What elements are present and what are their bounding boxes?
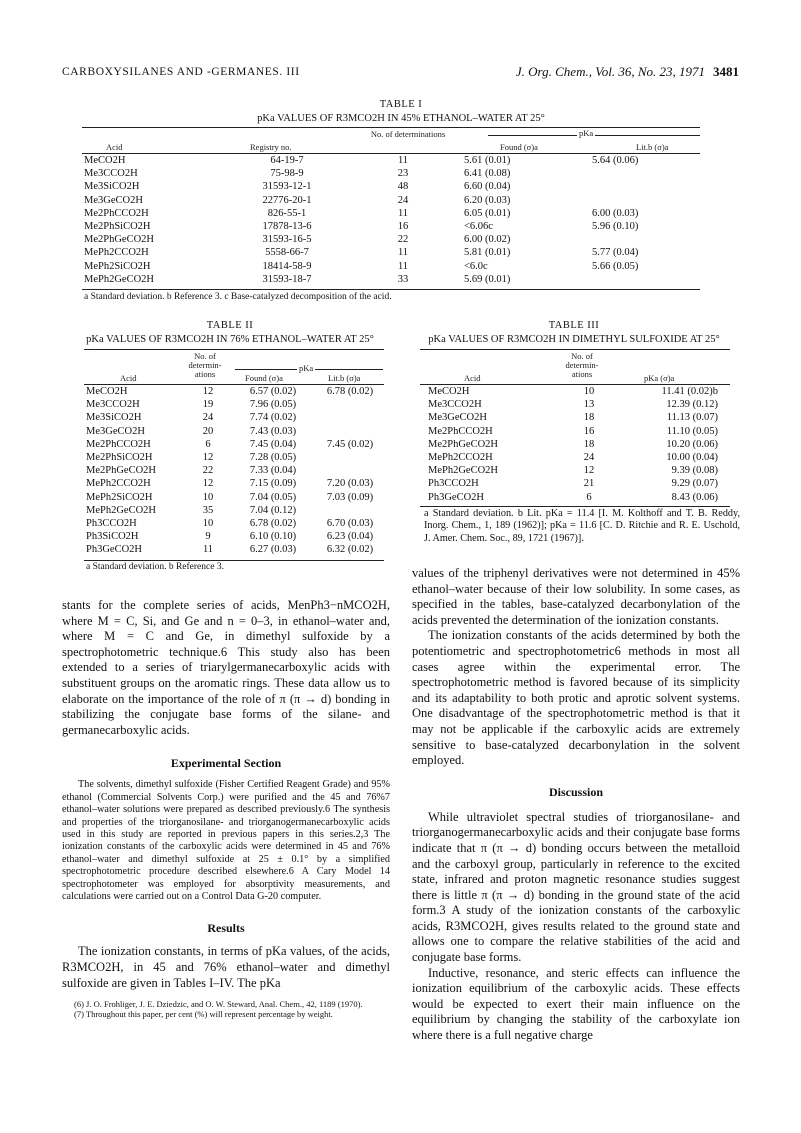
- found-cell: 6.27 (0.03): [249, 544, 297, 556]
- acid-cell: MeCO2H: [84, 155, 126, 167]
- lit-cell: 7.03 (0.09): [326, 491, 374, 503]
- acid-cell: Me2PhCCO2H: [84, 207, 149, 219]
- determinations-cell: 13: [583, 399, 595, 411]
- found-cell: 6.57 (0.02): [249, 386, 297, 398]
- table-row: [84, 194, 702, 207]
- determinations-cell: 12: [202, 478, 214, 490]
- table-row: [86, 398, 384, 411]
- registry-cell: 22776-20-1: [262, 194, 312, 206]
- lit-cell: [316, 425, 384, 438]
- lit-cell: [592, 167, 702, 180]
- table2-top-rule: [84, 349, 384, 350]
- table1-label: TABLE I: [379, 99, 423, 110]
- lit-cell: [316, 411, 384, 424]
- found-cell: 6.00 (0.02): [464, 234, 511, 246]
- t1-col-acid: Acid: [106, 142, 123, 152]
- right-paragraph-2: The ionization constants of the acids determined by both the potentiometric and spectrophotometric6 methods in most all cases agree within the experimental error. The spectrophotometric method is favored because of its simplicity and its adaptability to both protic and aprotic solvent systems. One disadvantage of the spectrophotometric method is that it may not be applicable if the carboxylic acids are extremely sensitive to base-catalyzed decarbonylation in the solvent employed.: [412, 628, 740, 768]
- table-row: [84, 167, 702, 180]
- table-row: [84, 246, 702, 259]
- acid-cell: MePh2CCO2H: [428, 452, 493, 464]
- acid-cell: Ph3SiCO2H: [86, 531, 139, 543]
- acid-cell: Me3GeCO2H: [86, 425, 145, 437]
- table3-bottom-rule: [420, 506, 730, 507]
- acid-cell: Ph3CCO2H: [86, 517, 137, 529]
- acid-cell: MePh2CCO2H: [86, 478, 151, 490]
- found-cell: <6.06c: [464, 221, 493, 233]
- registry-cell: 5558-66-7: [265, 247, 309, 259]
- table3-body: [428, 385, 718, 504]
- determinations-cell: 12: [583, 465, 595, 477]
- determinations-cell: 22: [397, 234, 409, 246]
- table-row: [428, 451, 718, 464]
- determinations-cell: 10: [202, 517, 214, 529]
- determinations-cell: 16: [583, 425, 595, 437]
- determinations-cell: 11: [397, 247, 409, 259]
- table1-top-rule: [82, 127, 700, 128]
- table-row: [428, 491, 718, 504]
- table-row: [84, 273, 702, 286]
- table-row: [428, 477, 718, 490]
- determinations-cell: 48: [397, 181, 409, 193]
- right-column: [412, 566, 740, 1044]
- acid-cell: MePh2GeCO2H: [428, 465, 498, 477]
- acid-cell: Me2PhCCO2H: [428, 425, 493, 437]
- table-row: [84, 180, 702, 193]
- lit-cell: 7.20 (0.03): [326, 478, 374, 490]
- footnotes: [62, 999, 390, 1019]
- table-row: [86, 438, 384, 451]
- experimental-heading: Experimental Section: [170, 756, 282, 771]
- table-row: [428, 438, 718, 451]
- acid-cell: MeCO2H: [428, 386, 470, 398]
- lit-cell: 7.45 (0.02): [326, 438, 374, 450]
- found-cell: 5.61 (0.01): [464, 155, 511, 167]
- found-cell: 7.43 (0.03): [249, 425, 297, 437]
- table-row: [428, 411, 718, 424]
- pka-cell: 9.29 (0.07): [671, 478, 718, 490]
- registry-cell: 31593-16-5: [262, 234, 312, 246]
- lit-cell: [592, 273, 702, 286]
- acid-cell: Me3CCO2H: [428, 399, 482, 411]
- registry-cell: 18414-58-9: [262, 260, 312, 272]
- acid-cell: Me3GeCO2H: [428, 412, 487, 424]
- page-number: 3481: [713, 64, 739, 79]
- discussion-heading: Discussion: [548, 784, 604, 799]
- t2-col-determinations: No. of determin- ations: [188, 351, 222, 379]
- t1-col-pka: pKa: [579, 128, 594, 138]
- lit-cell: 6.00 (0.03): [592, 207, 639, 219]
- table1-title: pKa VALUES OF R3MCO2H IN 45% ETHANOL–WATER AT 25°: [257, 113, 545, 124]
- determinations-cell: 11: [202, 544, 214, 556]
- acid-cell: Ph3GeCO2H: [428, 491, 485, 503]
- t1-col-lit: Lit.b (σ)a: [636, 142, 669, 152]
- intro-paragraph: stants for the complete series of acids, MenPh3−nMCO2H, where M = C, Si, and Ge and n = 0–3, in ethanol–water and, where M = C and Ge, in dimethyl sulfoxide by a spectrophotometric technique.6 This study also has been extended to a series of triarylgermanecarboxylic acids with substituent groups on the aromatic rings. These data allow us to elaborate on the importance of the role of π (π → d) bonding in stabilizing the conjugate base forms of the silane- and germanecarboxylic acids.: [62, 598, 390, 737]
- determinations-cell: 21: [583, 478, 595, 490]
- discussion-paragraph-2: Inductive, resonance, and steric effects can influence the ionization equilibrium of the carboxylic acids. These effects would be expected to exert their main influence on the equilibrium by changing the stability of the carboxylate ion where there is a full negative charge: [412, 965, 740, 1043]
- found-cell: 6.20 (0.03): [464, 194, 511, 206]
- found-cell: 7.96 (0.05): [249, 399, 297, 411]
- t3-col-determinations: No. of determin- ations: [565, 351, 599, 379]
- found-cell: 6.05 (0.01): [464, 207, 511, 219]
- found-cell: 7.33 (0.04): [249, 465, 297, 477]
- table-row: [86, 491, 384, 504]
- table3-label: TABLE III: [548, 320, 600, 331]
- running-header: CARBOXYSILANES AND -GERMANES. III: [62, 66, 300, 78]
- table2-title: pKa VALUES OF R3MCO2H IN 76% ETHANOL–WATER AT 25°: [86, 334, 374, 345]
- table-row: [84, 207, 702, 220]
- acid-cell: MePh2GeCO2H: [84, 273, 154, 285]
- pka-cell: 11.13 (0.07): [666, 412, 718, 424]
- acid-cell: MePh2GeCO2H: [86, 504, 156, 516]
- lit-cell: [316, 504, 384, 517]
- t2-col-pka: pKa: [299, 363, 314, 373]
- footnote-7: (7) Throughout this paper, per cent (%) will represent percentage by weight.: [74, 1009, 333, 1020]
- lit-cell: [316, 398, 384, 411]
- determinations-cell: 9: [205, 531, 211, 543]
- table-row: [428, 464, 718, 477]
- determinations-cell: 33: [397, 273, 409, 285]
- lit-cell: [316, 464, 384, 477]
- table-row: [86, 425, 384, 438]
- determinations-cell: 19: [202, 399, 214, 411]
- t3-col-acid: Acid: [464, 373, 481, 383]
- found-cell: 7.28 (0.05): [249, 452, 297, 464]
- registry-cell: 31593-18-7: [262, 273, 312, 285]
- table2-footnote: a Standard deviation. b Reference 3.: [86, 562, 224, 572]
- journal-citation: [516, 64, 739, 80]
- acid-cell: Me3GeCO2H: [84, 194, 143, 206]
- found-cell: <6.0c: [464, 260, 488, 272]
- found-cell: 6.41 (0.08): [464, 168, 511, 180]
- results-paragraph: The ionization constants, in terms of pKa values, of the acids, R3MCO2H, in 45 and 76% ethanol–water and dimethyl sulfoxide are given in Tables I–IV. The pKa: [62, 944, 390, 990]
- t1-col-registry: Registry no.: [250, 142, 292, 152]
- right-paragraph-1: values of the triphenyl derivatives were not determined in 45% ethanol–water because of their low solubility. In some cases, as specified in the tables, base-catalyzed decarbonylation of the acids prevented the determination of the ionization constants.: [412, 566, 740, 627]
- registry-cell: 31593-12-1: [262, 181, 312, 193]
- lit-cell: 6.32 (0.02): [326, 544, 374, 556]
- table1-body: [84, 154, 702, 286]
- determinations-cell: 22: [202, 465, 214, 477]
- acid-cell: Me3CCO2H: [86, 399, 140, 411]
- pka-cell: 12.39 (0.12): [666, 399, 718, 411]
- acid-cell: MePh2SiCO2H: [84, 260, 151, 272]
- found-cell: 7.15 (0.09): [249, 478, 297, 490]
- acid-cell: Me3CCO2H: [84, 168, 138, 180]
- determinations-cell: 23: [397, 168, 409, 180]
- table-row: [428, 425, 718, 438]
- pka-cell: 10.20 (0.06): [666, 438, 718, 450]
- acid-cell: Me3SiCO2H: [86, 412, 142, 424]
- acid-cell: Me2PhGeCO2H: [428, 438, 498, 450]
- discussion-paragraph-1: While ultraviolet spectral studies of triorganosilane- and triorganogermanecarboxylic acids and their conjugate base forms indicate that π (π → d) bonding occurs between the metalloid and the carboxyl group, particularly in reference to the excited state, infrared and proton magnetic resonance studies suggest there is little π (π → d) bonding in the ground state of the acid form.3 A study of the ionization constants of the carboxylic acids, R3MCO2H, gives results related to the ground state and allows one to compare the relative stabilities of the acid and conjugate base forms.: [412, 809, 740, 965]
- acid-cell: Ph3GeCO2H: [86, 544, 143, 556]
- lit-cell: [592, 194, 702, 207]
- lit-cell: 5.96 (0.10): [592, 221, 639, 233]
- table2-bottom-rule: [84, 560, 384, 561]
- acid-cell: MePh2SiCO2H: [86, 491, 153, 503]
- table-row: [86, 464, 384, 477]
- registry-cell: 826-55-1: [267, 207, 307, 219]
- determinations-cell: 11: [397, 207, 409, 219]
- table2-body: [86, 385, 384, 556]
- table-row: [84, 154, 702, 167]
- table3-title: pKa VALUES OF R3MCO2H IN DIMETHYL SULFOXIDE AT 25°: [428, 334, 720, 345]
- lit-cell: [592, 233, 702, 246]
- acid-cell: Me2PhCCO2H: [86, 438, 151, 450]
- table3-top-rule: [420, 349, 730, 350]
- table2-label: TABLE II: [206, 320, 254, 331]
- determinations-cell: 10: [583, 386, 595, 398]
- lit-cell: 5.66 (0.05): [592, 260, 639, 272]
- found-cell: 6.78 (0.02): [249, 517, 297, 529]
- determinations-cell: 11: [397, 260, 409, 272]
- found-cell: 6.10 (0.10): [249, 531, 297, 543]
- table3-footnote: a Standard deviation. b Lit. pKa = 11.4 [I. M. Kolthoff and T. B. Reddy, Inorg. Chem., 1, 189 (1962)]; pKa = 11.6 [C. D. Ritchie and R. E. Uschold, J. Amer. Chem. Soc., 89, 1721 (1967)].: [424, 508, 740, 544]
- pka-cell: 11.10 (0.05): [666, 425, 718, 437]
- t2-col-found: Found (σ)a: [245, 373, 283, 383]
- lit-cell: 5.77 (0.04): [592, 247, 639, 259]
- experimental-paragraph: The solvents, dimethyl sulfoxide (Fisher Certified Reagent Grade) and 95% ethanol (Commercial Solvents Corp.) were purified and the 45 and 76%7 ethanol–water solutions were prepared as described previously.6 The synthesis and properties of the triorganosilane- and triorganogermanecarboxylic acids used in this study are reported in previous papers in this series.2,3 The ionization constants of the carboxylic acids were determined in 45 and 76% ethanol–water and dimethyl sulfoxide at 25 ± 0.1° by a simplified spectrophotometric procedure described elsewhere.6 A Cary Model 14 spectrophotometer was employed for absorptivity measurements, and calculations were carried out on a Control Data G-20 computer.: [62, 779, 390, 902]
- determinations-cell: 11: [397, 155, 409, 167]
- determinations-cell: 16: [397, 221, 409, 233]
- lit-cell: [592, 180, 702, 193]
- table-row: [86, 451, 384, 464]
- lit-cell: 5.64 (0.06): [592, 155, 639, 167]
- determinations-cell: 18: [583, 438, 595, 450]
- t2-col-acid: Acid: [120, 373, 137, 383]
- acid-cell: MePh2CCO2H: [84, 247, 149, 259]
- footnote-6: (6) J. O. Frohliger, J. E. Dziedzic, and O. W. Steward, Anal. Chem., 42, 1189 (1970).: [74, 999, 363, 1010]
- registry-cell: 17878-13-6: [262, 221, 312, 233]
- determinations-cell: 6: [205, 438, 211, 450]
- found-cell: 7.45 (0.04): [249, 438, 297, 450]
- table1-bottom-rule: [82, 289, 700, 290]
- table-row: [86, 411, 384, 424]
- determinations-cell: 20: [202, 425, 214, 437]
- acid-cell: MeCO2H: [86, 386, 128, 398]
- left-column: [62, 598, 390, 1019]
- table-row: [84, 233, 702, 246]
- t2-col-lit: Lit.b (σ)a: [328, 373, 361, 383]
- t3-col-pka: pKa (σ)a: [644, 373, 675, 383]
- found-cell: 7.04 (0.12): [249, 504, 297, 516]
- pka-cell: 10.00 (0.04): [666, 452, 718, 464]
- table-row: [428, 385, 718, 398]
- results-heading: Results: [207, 921, 245, 936]
- table-row: [86, 530, 384, 543]
- table1-footnote: a Standard deviation. b Reference 3. c Base-catalyzed decomposition of the acid.: [84, 292, 392, 302]
- table-row: [86, 517, 384, 530]
- determinations-cell: 10: [202, 491, 214, 503]
- t1-col-determinations: No. of determinations: [370, 129, 446, 139]
- acid-cell: Me3SiCO2H: [84, 181, 140, 193]
- acid-cell: Me2PhGeCO2H: [86, 465, 156, 477]
- pka-cell: 11.41 (0.02)b: [661, 386, 718, 398]
- table-row: [428, 398, 718, 411]
- determinations-cell: 6: [586, 491, 592, 503]
- determinations-cell: 12: [202, 452, 214, 464]
- found-cell: 6.60 (0.04): [464, 181, 511, 193]
- lit-cell: 6.70 (0.03): [326, 517, 374, 529]
- determinations-cell: 18: [583, 412, 595, 424]
- lit-cell: [316, 451, 384, 464]
- found-cell: 7.74 (0.02): [249, 412, 297, 424]
- table-row: [86, 477, 384, 490]
- acid-cell: Me2PhGeCO2H: [84, 234, 154, 246]
- determinations-cell: 24: [397, 194, 409, 206]
- registry-cell: 64-19-7: [270, 155, 304, 167]
- found-cell: 7.04 (0.05): [249, 491, 297, 503]
- determinations-cell: 35: [202, 504, 214, 516]
- lit-cell: 6.23 (0.04): [326, 531, 374, 543]
- pka-cell: 9.39 (0.08): [671, 465, 718, 477]
- acid-cell: Me2PhSiCO2H: [86, 452, 153, 464]
- pka-cell: 8.43 (0.06): [671, 491, 718, 503]
- determinations-cell: 12: [202, 386, 214, 398]
- table-row: [84, 220, 702, 233]
- table-row: [86, 504, 384, 517]
- table-row: [86, 385, 384, 398]
- acid-cell: Ph3CCO2H: [428, 478, 479, 490]
- found-cell: 5.81 (0.01): [464, 247, 511, 259]
- table-row: [86, 543, 384, 556]
- determinations-cell: 24: [583, 452, 595, 464]
- table-row: [84, 260, 702, 273]
- lit-cell: 6.78 (0.02): [326, 386, 374, 398]
- t1-col-found: Found (σ)a: [500, 142, 538, 152]
- registry-cell: 75-98-9: [270, 168, 304, 180]
- found-cell: 5.69 (0.01): [464, 273, 511, 285]
- acid-cell: Me2PhSiCO2H: [84, 221, 151, 233]
- journal-ref: J. Org. Chem., Vol. 36, No. 23, 1971: [515, 64, 705, 79]
- determinations-cell: 24: [202, 412, 214, 424]
